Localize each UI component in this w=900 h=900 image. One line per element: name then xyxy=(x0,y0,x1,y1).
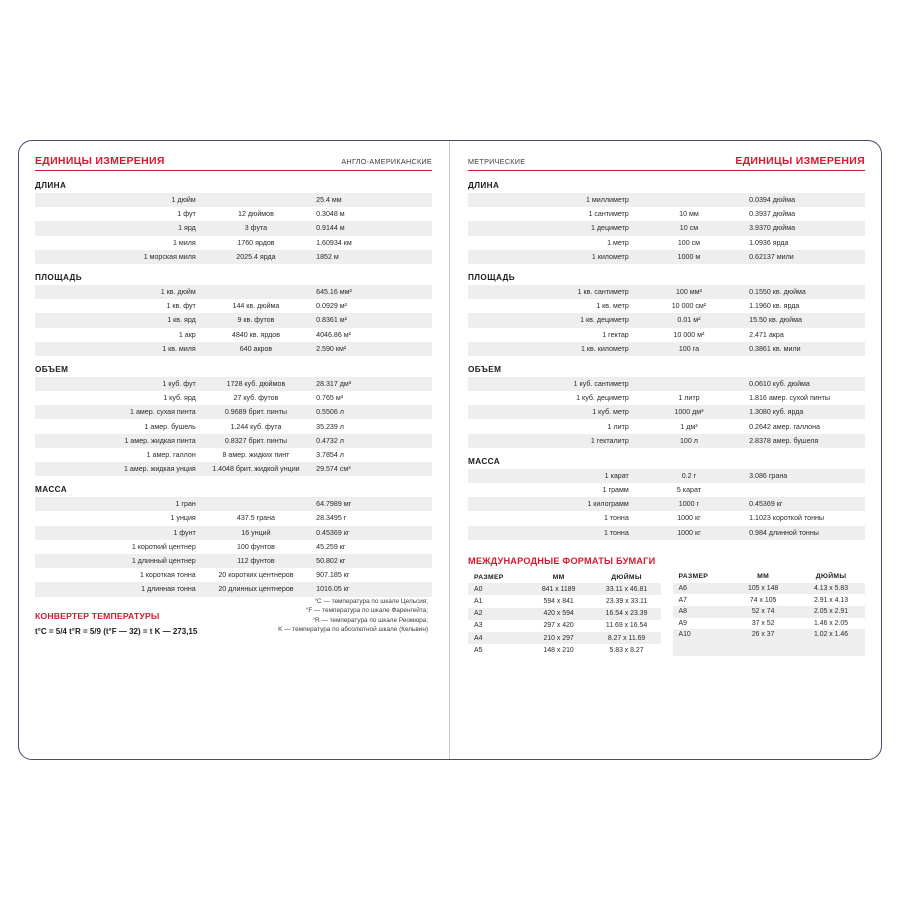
table-cell xyxy=(673,641,730,657)
table-cell: 1 амер. жидкая унция xyxy=(35,462,200,476)
table-cell: 4046.86 м² xyxy=(312,328,432,342)
table-cell: 25.4 мм xyxy=(312,193,432,207)
table-row xyxy=(35,540,432,554)
table-row xyxy=(468,377,865,391)
table-row xyxy=(468,526,865,540)
table-cell: 1.60934 км xyxy=(312,236,432,250)
table-row xyxy=(468,620,661,632)
table-cell: A3 xyxy=(468,620,525,632)
section-title: ОБЪЕМ xyxy=(35,364,69,374)
table-cell: 1 амер. бушель xyxy=(35,419,200,433)
table-cell: A7 xyxy=(673,594,730,606)
section-title: МАССА xyxy=(468,456,501,466)
table-cell: 1728 куб. дюймов xyxy=(200,377,312,391)
temperature-note: K — температура по абсолютной шкале (Кельвин) xyxy=(278,626,428,634)
table-cell: 1 килограмм xyxy=(468,497,633,511)
paper-table-right xyxy=(673,571,866,657)
table-cell: 1 кв. миля xyxy=(35,342,200,356)
table-cell: 1000 кг xyxy=(633,511,745,525)
table-cell: 0.3937 дюйма xyxy=(745,207,865,221)
table-row xyxy=(35,462,432,476)
table-row xyxy=(468,608,661,620)
table-cell: 1 дюйм xyxy=(35,193,200,207)
table-cell: 2.590 км² xyxy=(312,342,432,356)
table-cell: 5.83 x 8.27 xyxy=(593,644,661,656)
table-row xyxy=(35,391,432,405)
table-row xyxy=(35,419,432,433)
table-cell: A8 xyxy=(673,606,730,618)
table-row xyxy=(468,207,865,221)
table-cell: 1 фунт xyxy=(35,526,200,540)
table-cell: 16.54 x 23.39 xyxy=(593,608,661,620)
conversion-table xyxy=(35,497,432,596)
section-title: ДЛИНА xyxy=(468,181,500,190)
right-page-header xyxy=(468,155,865,171)
table-cell: 1760 ярдов xyxy=(200,236,312,250)
table-row xyxy=(468,299,865,313)
table-cell: 45.259 кг xyxy=(312,540,432,554)
table-cell: 645.16 мм² xyxy=(312,285,432,299)
table-cell: 1 фут xyxy=(35,207,200,221)
conversion-table xyxy=(35,285,432,356)
table-row xyxy=(468,419,865,433)
column-header: ДЮЙМЫ xyxy=(593,571,661,584)
table-cell: 1016.05 кг xyxy=(312,582,432,596)
table-cell: 1 короткий центнер xyxy=(35,540,200,554)
table-cell: 35.239 л xyxy=(312,419,432,433)
conversion-table xyxy=(35,377,432,476)
table-cell: 1.244 куб. фута xyxy=(200,419,312,433)
table-cell: 210 x 297 xyxy=(525,632,593,644)
table-cell: 0.3048 м xyxy=(312,207,432,221)
temperature-formula: t°C = 5/4 t°R = 5/9 (t°F — 32) = t K — 273,15 xyxy=(35,626,198,636)
table-cell: 0.8327 брит. пинты xyxy=(200,434,312,448)
table-cell: 0.2642 амер. галлона xyxy=(745,419,865,433)
table-cell: 148 x 210 xyxy=(525,644,593,656)
table-cell xyxy=(729,641,797,657)
table-row xyxy=(468,434,865,448)
temperature-note: °R — температура по шкале Реомюра; xyxy=(312,616,428,624)
table-cell: 1 тонна xyxy=(468,511,633,525)
table-header-row xyxy=(673,571,866,583)
table-cell: 297 x 420 xyxy=(525,620,593,632)
table-cell: 112 фунтов xyxy=(200,554,312,568)
table-row xyxy=(35,236,432,250)
table-cell: 100 га xyxy=(633,342,745,356)
table-cell: 1000 м xyxy=(633,250,745,264)
table-cell: 640 акров xyxy=(200,342,312,356)
table-cell: 0.1550 кв. дюйма xyxy=(745,285,865,299)
section-title: МАССА xyxy=(35,485,68,495)
table-cell: 1 миля xyxy=(35,236,200,250)
table-row xyxy=(35,221,432,235)
table-cell: 1 короткая тонна xyxy=(35,568,200,582)
table-cell: 100 фунтов xyxy=(200,540,312,554)
table-row xyxy=(35,582,432,596)
table-cell: 0.8361 м² xyxy=(312,313,432,327)
table-row xyxy=(673,641,866,657)
table-cell: 144 кв. дюйма xyxy=(200,299,312,313)
table-cell: 0.2 г xyxy=(633,469,745,483)
temperature-title: КОНВЕРТЕР ТЕМПЕРАТУРЫ xyxy=(35,610,160,621)
table-cell: 1 миллиметр xyxy=(468,193,633,207)
table-cell: 23.39 x 33.11 xyxy=(593,595,661,607)
table-row xyxy=(468,632,661,644)
table-cell: 12 дюймов xyxy=(200,207,312,221)
table-cell: 4.13 x 5.83 xyxy=(797,583,865,595)
table-cell: 0.5506 л xyxy=(312,405,432,419)
column-header: ММ xyxy=(525,571,593,584)
reference-sheet xyxy=(18,140,882,760)
table-cell: 1 километр xyxy=(468,250,633,264)
table-cell: 10 мм xyxy=(633,207,745,221)
table-cell: 100 см xyxy=(633,236,745,250)
left-page-header xyxy=(35,155,432,171)
table-cell: 1 амер. галлон xyxy=(35,448,200,462)
conversion-table xyxy=(468,469,865,540)
table-row xyxy=(468,595,661,607)
page-subtitle: АНГЛО-АМЕРИКАНСКИЕ xyxy=(341,157,432,166)
table-cell: 3 фута xyxy=(200,221,312,235)
table-cell: 8 амер. жидких пинт xyxy=(200,448,312,462)
table-cell: A6 xyxy=(673,583,730,595)
table-cell xyxy=(633,193,745,207)
page-subtitle: МЕТРИЧЕСКИЕ xyxy=(468,157,526,166)
table-cell: 1 кв. ярд xyxy=(35,313,200,327)
table-cell: 10 000 м² xyxy=(633,328,745,342)
table-cell: A9 xyxy=(673,618,730,630)
table-cell: 1000 дм³ xyxy=(633,405,745,419)
table-row xyxy=(468,469,865,483)
table-cell: 1 куб. дециметр xyxy=(468,391,633,405)
table-cell: 1 гекталитр xyxy=(468,434,633,448)
table-row xyxy=(468,313,865,327)
table-cell: 1852 м xyxy=(312,250,432,264)
right-page xyxy=(450,155,865,749)
table-row xyxy=(468,236,865,250)
table-cell: 1 сантиметр xyxy=(468,207,633,221)
table-cell: 1 метр xyxy=(468,236,633,250)
table-cell: 64.7989 мг xyxy=(312,497,432,511)
temperature-note: °F — температура по шкале Фаренгейта; xyxy=(305,607,428,615)
table-cell: 2025.4 ярда xyxy=(200,250,312,264)
table-cell: 0.9144 м xyxy=(312,221,432,235)
table-row xyxy=(35,342,432,356)
table-cell: 0.9689 брит. пинты xyxy=(200,405,312,419)
table-cell: 1 унция xyxy=(35,511,200,525)
table-cell: 0.01 м² xyxy=(633,313,745,327)
temperature-notes xyxy=(218,597,432,635)
table-cell: 1 кв. километр xyxy=(468,342,633,356)
table-row xyxy=(468,483,865,497)
table-row xyxy=(468,328,865,342)
table-row xyxy=(35,526,432,540)
table-cell: 1 куб. метр xyxy=(468,405,633,419)
table-row xyxy=(35,299,432,313)
table-cell: 1.0936 ярда xyxy=(745,236,865,250)
table-cell: 0.0929 м² xyxy=(312,299,432,313)
table-cell: 1.1960 кв. ярда xyxy=(745,299,865,313)
table-cell: 50.802 кг xyxy=(312,554,432,568)
table-cell: 907.185 кг xyxy=(312,568,432,582)
paper-table-left xyxy=(468,571,661,657)
table-cell: 4840 кв. ярдов xyxy=(200,328,312,342)
table-cell: 1.3080 куб. ярда xyxy=(745,405,865,419)
table-cell: 1 длинная тонна xyxy=(35,582,200,596)
table-cell xyxy=(200,285,312,299)
table-row xyxy=(35,377,432,391)
table-cell: 28.3495 г xyxy=(312,511,432,525)
right-sections xyxy=(468,181,865,540)
table-cell: 1.46 x 2.05 xyxy=(797,618,865,630)
column-header: ММ xyxy=(729,571,797,583)
table-cell: 1 акр xyxy=(35,328,200,342)
table-cell: 16 унций xyxy=(200,526,312,540)
table-row xyxy=(673,629,866,641)
table-cell: 420 x 594 xyxy=(525,608,593,620)
temperature-block xyxy=(35,597,432,642)
table-cell: 27 куб. футов xyxy=(200,391,312,405)
page-title: ЕДИНИЦЫ ИЗМЕРЕНИЯ xyxy=(735,155,865,167)
table-cell: 1000 кг xyxy=(633,526,745,540)
table-cell: 10 см xyxy=(633,221,745,235)
page-title: ЕДИНИЦЫ ИЗМЕРЕНИЯ xyxy=(35,155,165,167)
table-cell: 100 мм² xyxy=(633,285,745,299)
table-cell: 0.0610 куб. дюйма xyxy=(745,377,865,391)
paper-formats-title: МЕЖДУНАРОДНЫЕ ФОРМАТЫ БУМАГИ xyxy=(468,555,656,566)
left-page xyxy=(35,155,450,749)
conversion-table xyxy=(35,193,432,264)
table-cell: 1 грамм xyxy=(468,483,633,497)
table-cell xyxy=(200,193,312,207)
section-title: ПЛОЩАДЬ xyxy=(35,272,83,282)
table-cell xyxy=(745,483,865,497)
table-cell: 1 морская миля xyxy=(35,250,200,264)
table-cell: 841 x 1189 xyxy=(525,583,593,595)
column-header: РАЗМЕР xyxy=(673,571,730,583)
column-header: РАЗМЕР xyxy=(468,571,525,584)
table-cell: 1 кв. дюйм xyxy=(35,285,200,299)
table-cell: 0.984 длинной тонны xyxy=(745,526,865,540)
table-cell: 0.45369 кг xyxy=(745,497,865,511)
table-cell: 20 длинных центнеров xyxy=(200,582,312,596)
table-header-row xyxy=(468,571,661,584)
table-cell: 1000 г xyxy=(633,497,745,511)
table-row xyxy=(35,328,432,342)
table-cell: 1.4048 брит. жидкой унции xyxy=(200,462,312,476)
left-sections xyxy=(35,181,432,597)
table-cell: 52 x 74 xyxy=(729,606,797,618)
table-cell: 105 x 148 xyxy=(729,583,797,595)
conversion-table xyxy=(468,193,865,264)
table-cell: 1 амер. сухая пинта xyxy=(35,405,200,419)
table-row xyxy=(468,342,865,356)
table-row xyxy=(673,618,866,630)
table-cell: A4 xyxy=(468,632,525,644)
table-cell: 26 x 37 xyxy=(729,629,797,641)
table-cell: 37 x 52 xyxy=(729,618,797,630)
table-row xyxy=(468,644,661,656)
table-row xyxy=(468,497,865,511)
table-row xyxy=(673,594,866,606)
conversion-table xyxy=(468,377,865,448)
table-cell: 2.91 x 4.13 xyxy=(797,594,865,606)
table-row xyxy=(35,313,432,327)
table-row xyxy=(673,583,866,595)
table-cell: 1 дм³ xyxy=(633,419,745,433)
section-title: ДЛИНА xyxy=(35,181,67,190)
table-cell: 1 ярд xyxy=(35,221,200,235)
table-cell: 1.816 амер. сухой пинты xyxy=(745,391,865,405)
table-cell: 0.45369 кг xyxy=(312,526,432,540)
table-row xyxy=(468,511,865,525)
table-cell: 1 гектар xyxy=(468,328,633,342)
table-cell: 1 литр xyxy=(468,419,633,433)
table-row xyxy=(35,511,432,525)
table-cell: 1 литр xyxy=(633,391,745,405)
table-row xyxy=(468,583,661,595)
table-cell: 1 амер. жидкая пинта xyxy=(35,434,200,448)
table-cell: 10 000 см² xyxy=(633,299,745,313)
table-cell: 1 куб. ярд xyxy=(35,391,200,405)
table-cell: 1 карат xyxy=(468,469,633,483)
table-row xyxy=(673,606,866,618)
table-cell: 33.11 x 46.81 xyxy=(593,583,661,595)
table-cell: 1 кв. дециметр xyxy=(468,313,633,327)
table-row xyxy=(35,207,432,221)
table-cell: 15.50 кв. дюйма xyxy=(745,313,865,327)
table-cell: 1 кв. фут xyxy=(35,299,200,313)
table-cell: A2 xyxy=(468,608,525,620)
table-row xyxy=(468,391,865,405)
column-header: ДЮЙМЫ xyxy=(797,571,865,583)
table-cell: 20 коротких центнеров xyxy=(200,568,312,582)
table-cell: A5 xyxy=(468,644,525,656)
table-cell: 2.8378 амер. бушеля xyxy=(745,434,865,448)
table-cell: 2.471 акра xyxy=(745,328,865,342)
table-cell: A1 xyxy=(468,595,525,607)
table-row xyxy=(35,405,432,419)
table-cell: 74 x 105 xyxy=(729,594,797,606)
table-cell xyxy=(797,641,865,657)
table-cell: 1 кв. метр xyxy=(468,299,633,313)
table-row xyxy=(35,448,432,462)
table-cell: 0.3861 кв. мили xyxy=(745,342,865,356)
table-cell: 11.69 x 16.54 xyxy=(593,620,661,632)
table-cell: 0.0394 дюйма xyxy=(745,193,865,207)
table-cell: 1 куб. сантиметр xyxy=(468,377,633,391)
table-cell: 1 куб. фут xyxy=(35,377,200,391)
table-cell: 3.9370 дюйма xyxy=(745,221,865,235)
table-row xyxy=(468,221,865,235)
temperature-note: °С — температура по шкале Цельсия; xyxy=(314,597,428,605)
conversion-table xyxy=(468,285,865,356)
table-cell: 0.62137 мили xyxy=(745,250,865,264)
table-row xyxy=(468,193,865,207)
table-cell: 29.574 см³ xyxy=(312,462,432,476)
table-cell: A10 xyxy=(673,629,730,641)
table-cell: 1.02 x 1.46 xyxy=(797,629,865,641)
table-cell: 2.05 x 2.91 xyxy=(797,606,865,618)
table-cell: 1 дециметр xyxy=(468,221,633,235)
table-row xyxy=(35,554,432,568)
table-cell: 1 кв. сантиметр xyxy=(468,285,633,299)
table-cell: 1 гран xyxy=(35,497,200,511)
table-cell: 0.765 м³ xyxy=(312,391,432,405)
table-cell: 3.086 грана xyxy=(745,469,865,483)
table-cell: 9 кв. футов xyxy=(200,313,312,327)
table-row xyxy=(35,250,432,264)
table-cell: 28.317 дм³ xyxy=(312,377,432,391)
paper-formats-tables xyxy=(468,571,865,657)
section-title: ПЛОЩАДЬ xyxy=(468,272,516,282)
table-cell: 0.4732 л xyxy=(312,434,432,448)
table-cell: 594 x 841 xyxy=(525,595,593,607)
table-cell: 1.1023 короткой тонны xyxy=(745,511,865,525)
table-cell: 5 карат xyxy=(633,483,745,497)
table-cell: A0 xyxy=(468,583,525,595)
table-row xyxy=(468,405,865,419)
table-row xyxy=(35,193,432,207)
table-row xyxy=(35,497,432,511)
section-title: ОБЪЕМ xyxy=(468,364,502,374)
table-cell: 1 тонна xyxy=(468,526,633,540)
table-row xyxy=(35,285,432,299)
table-cell: 100 л xyxy=(633,434,745,448)
table-cell xyxy=(633,377,745,391)
page-spine xyxy=(449,141,450,759)
table-cell: 1 длинный центнер xyxy=(35,554,200,568)
table-cell: 3.7854 л xyxy=(312,448,432,462)
table-row xyxy=(35,434,432,448)
table-row xyxy=(468,285,865,299)
table-row xyxy=(468,250,865,264)
table-cell: 8.27 x 11.69 xyxy=(593,632,661,644)
table-cell xyxy=(200,497,312,511)
table-row xyxy=(35,568,432,582)
table-cell: 437.5 грана xyxy=(200,511,312,525)
